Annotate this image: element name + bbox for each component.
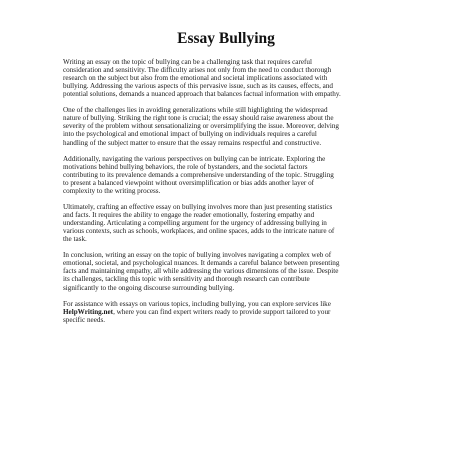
text-line: specific needs.: [63, 315, 106, 324]
text-line: its challenges, tackling this topic with sensitivity and thorough research can contribute: [63, 275, 310, 284]
text-line: Ultimately, crafting an effective essay on bullying involves more than just presenting statistics: [63, 202, 333, 211]
text-line: emotional, societal, and psychological nuances. It demands a careful balance between presenting: [63, 259, 340, 268]
text-line: severity of the problem without sensationalizing or oversimplifying the issue. Moreover, delving: [63, 122, 339, 131]
text-line: potential solutions, demands a nuanced approach that balances factual information with empathy.: [63, 90, 341, 99]
text-line: into the psychological and emotional impact of bullying on individuals requires a careful: [63, 130, 317, 139]
text-line: complexity to the writing process.: [63, 186, 161, 195]
text-line: understanding. Articulating a compelling argument for the urgency of addressing bullying in: [63, 219, 327, 228]
document-body: [63, 58, 411, 332]
text-line: motivations behind bullying behaviors, the role of bystanders, and the societal factors: [63, 162, 308, 171]
text-line: One of the challenges lies in avoiding generalizations while still highlighting the widespread: [63, 106, 328, 115]
text-line: Writing an essay on the topic of bullying can be a challenging task that requires careful: [63, 58, 312, 66]
text-line: various contexts, such as schools, workplaces, and online spaces, adds to the intricate nature of: [63, 227, 335, 236]
text-line: consideration and sensitivity. The difficulty arises not only from the need to conduct thorough: [63, 66, 332, 75]
text-line: and facts. It requires the ability to engage the reader emotionally, fostering empathy and: [63, 211, 315, 220]
paragraph-3: [63, 155, 411, 195]
text-line: For assistance with essays on various topics, including bullying, you can explore services like: [63, 299, 331, 308]
text-line: significantly to the ongoing discourse surrounding bullying.: [63, 283, 235, 292]
text-line: research on the subject but also from the emotional and societal implications associated with: [63, 74, 328, 83]
text-line: nature of bullying. Striking the right tone is crucial; the essay should raise awareness about the: [63, 114, 334, 123]
text-line: to present a balanced viewpoint without oversimplification or bias adds another layer of: [63, 178, 315, 187]
text-fragment: , where you can find expert writers ready to provide support tailored to your: [113, 307, 331, 316]
paragraph-5: [63, 251, 411, 291]
paragraph-4: [63, 203, 411, 243]
closing-paragraph: [63, 300, 411, 324]
text-line: contributing to its prevalence demands a comprehensive understanding of the topic. Struggling: [63, 170, 334, 179]
text-line: Additionally, navigating the various perspectives on bullying can be intricate. Exploring the: [63, 154, 326, 163]
document-title: Essay Bullying: [177, 30, 275, 47]
text-line: In conclusion, writing an essay on the topic of bullying involves navigating a complex web of: [63, 251, 332, 260]
paragraph-2: [63, 106, 411, 146]
text-line: the task.: [63, 235, 87, 244]
text-line: bullying. Addressing the various aspects of this pervasive issue, such as its causes, effects, and: [63, 82, 333, 91]
paragraph-1: [63, 58, 411, 98]
text-line: handling of the subject matter to ensure that the essay remains respectful and constructive.: [63, 138, 322, 147]
text-line: [63, 308, 411, 316]
text-line: facts and maintaining empathy, all while addressing the various dimensions of the issue. Despite: [63, 267, 339, 276]
helpwriting-link[interactable]: HelpWriting.net: [63, 307, 114, 316]
